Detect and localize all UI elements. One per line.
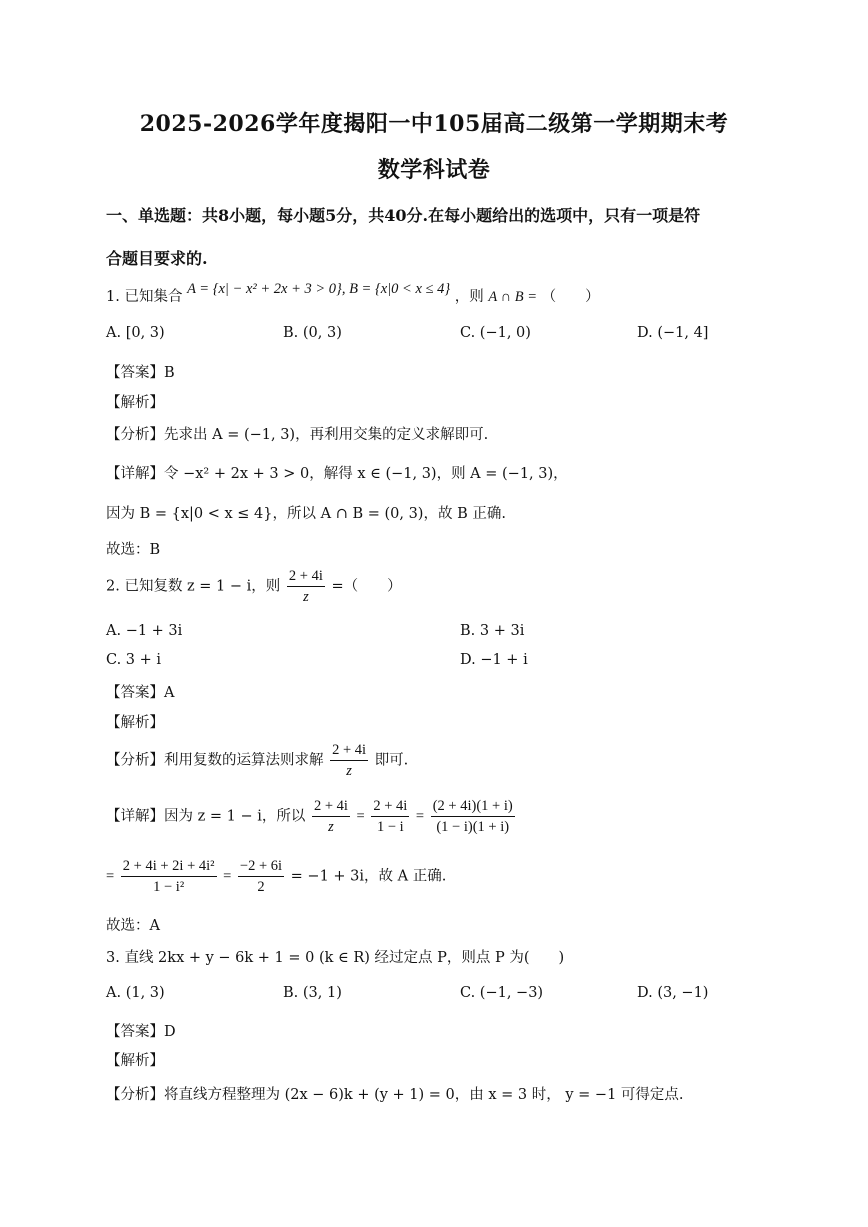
- q2-detail-fraction-5: [238, 856, 284, 897]
- q2-fenxi-fraction-num: 2 + 4i: [330, 740, 368, 761]
- q2-detail-fraction-3: [431, 796, 515, 837]
- q2-detail-fraction-1-den: z: [328, 819, 334, 835]
- q1-option-d: D. (−1, 4]: [637, 325, 709, 341]
- q1-stem-post: ，则: [454, 289, 484, 305]
- q1-detail-line1: 【详解】令 −x² + 2x + 3 > 0，解得 x ∈ (−1, 3)，则 A = (−1, 3)，: [106, 466, 568, 482]
- q3-fenxi: 【分析】将直线方程整理为 (2x − 6)k + (y + 1) = 0，由 x = 3 时， y = −1 可得定点.: [106, 1087, 684, 1103]
- q2-option-a: A. −1 + 3i: [106, 623, 183, 639]
- q2-detail-fraction-4: [121, 856, 217, 897]
- q3-answer: 【答案】D: [106, 1024, 176, 1040]
- q2-detail-fraction-4-num: 2 + 4i + 2i + 4i²: [121, 856, 217, 877]
- q2-detail-fraction-1-num: 2 + 4i: [312, 796, 350, 817]
- q2-detail-fraction-2-num: 2 + 4i: [371, 796, 409, 817]
- q2-detail-fraction-1: [312, 796, 350, 837]
- q2-detail-fraction-2: [371, 796, 409, 837]
- q2-fenxi-pre: 【分析】利用复数的运算法则求解: [106, 752, 324, 769]
- q2-fenxi: [106, 740, 408, 781]
- q2-detail-fraction-5-num: −2 + 6i: [238, 856, 284, 877]
- q2-fenxi-post: 即可.: [374, 752, 409, 769]
- q2-detail-pre: 【详解】因为 z = 1 − i，所以: [106, 808, 306, 825]
- q1-answer: 【答案】B: [106, 365, 175, 381]
- q3-option-b: B. (3, 1): [283, 985, 342, 1001]
- q2-fraction-den: z: [303, 589, 309, 605]
- q2-detail-fraction-5-den: 2: [257, 879, 265, 895]
- q2-fraction-num: 2 + 4i: [287, 566, 325, 587]
- q1-set-definition: A = {x| − x² + 2x + 3 > 0}, B = {x|0 < x ≤ 4}: [187, 281, 451, 297]
- q2-option-b: B. 3 + 3i: [460, 623, 525, 639]
- q2-answer: 【答案】A: [106, 685, 175, 701]
- q3-option-c: C. (−1, −3): [460, 985, 544, 1001]
- q2-stem-post: =（ ）: [331, 578, 402, 595]
- q2-detail-fraction-3-den: (1 − i)(1 + i): [436, 819, 510, 835]
- q1-option-a: A. [0, 3): [106, 325, 165, 341]
- section-heading-line1: 一、单选题：共8小题，每小题5分，共40分.在每小题给出的选项中，只有一项是符: [106, 206, 701, 225]
- q2-stem-pre: 2. 已知复数 z = 1 − i，则: [106, 578, 281, 595]
- q3-analysis-tag: 【解析】: [106, 1053, 164, 1069]
- q1-stem: [106, 281, 600, 306]
- q1-option-b: B. (0, 3): [283, 325, 342, 341]
- q2-detail-line1: 【详解】因为 z = 1 − i，所以 $\frac{2 + 4i}{z}$ = $\frac{2 + 4i}{1 - i}$ = $\frac{(2 + 4i)(1 + i)}{(1 - i)(1 + i)}$: [106, 798, 513, 835]
- q3-option-a: A. (1, 3): [106, 985, 165, 1001]
- q1-stem-pre: 1. 已知集合: [106, 289, 183, 305]
- q2-fenxi-fraction: [330, 740, 368, 781]
- q2-fraction: [287, 566, 325, 607]
- q3-option-d: D. (3, −1): [637, 985, 709, 1001]
- q2-option-d: D. −1 + i: [460, 652, 528, 668]
- q3-stem: 3. 直线 2kx + y − 6k + 1 = 0 (k ∈ R) 经过定点 P，则点 P 为( ): [106, 950, 565, 966]
- q1-option-c: C. (−1, 0): [460, 325, 531, 341]
- q1-detail-line2: 因为 B = {x|0 < x ≤ 4}，所以 A ∩ B = (0, 3)，故 B 正确.: [106, 506, 506, 522]
- q1-choose: 故选：B: [106, 542, 161, 558]
- q2-choose: 故选：A: [106, 918, 160, 934]
- q1-paren: （ ）: [541, 289, 600, 305]
- section-heading-line2: 合题目要求的.: [106, 249, 208, 268]
- q2-detail-tail: = −1 + 3i，故 A 正确.: [290, 868, 447, 885]
- q1-fenxi: 【分析】先求出 A = (−1, 3)，再利用交集的定义求解即可.: [106, 427, 489, 443]
- q2-fenxi-fraction-den: z: [346, 763, 352, 779]
- q2-detail-line2: = $\frac{\text{2 + 4i + 2i + 4i²}}{\text{1 − i²}}$ = $\frac{-2 + 6i}{2}$ = −1 + 3i，故 A 正确.: [106, 858, 447, 895]
- q2-detail-fraction-3-num: (2 + 4i)(1 + i): [431, 796, 515, 817]
- q2-detail-fraction-2-den: 1 − i: [376, 819, 404, 835]
- q2-option-c: C. 3 + i: [106, 652, 162, 668]
- q2-detail-fraction-4-den: 1 − i²: [153, 879, 185, 895]
- q1-analysis-tag: 【解析】: [106, 395, 164, 411]
- q1-ask: A ∩ B =: [488, 289, 537, 305]
- q2-stem: [106, 566, 402, 607]
- exam-subtitle: 数学科试卷: [377, 157, 491, 183]
- exam-title: 2025-2026学年度揭阳一中105届高二级第一学期期末考: [139, 111, 729, 137]
- q2-analysis-tag: 【解析】: [106, 715, 164, 731]
